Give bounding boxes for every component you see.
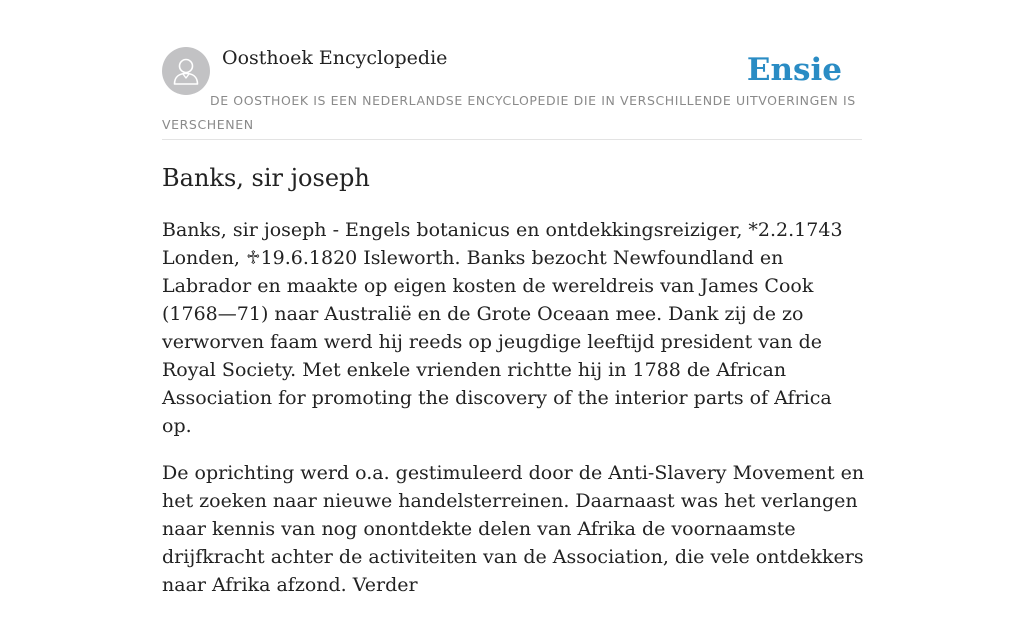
- brand-logo-link[interactable]: Ensie: [746, 52, 842, 88]
- user-avatar-icon[interactable]: [162, 47, 210, 95]
- site-name-link[interactable]: Oosthoek Encyclopedie: [222, 47, 448, 69]
- article-paragraph: De oprichting werd o.a. gestimuleerd door de Anti-Slavery Movement en het zoeken naar nieuwe handelsterreinen. Daarnaast was het verlangen naar kennis van nog onontdekte delen van Afrika de voornaamste drijfkracht achter de activiteiten van de Association, die vele ontdekkers naar Afrika afzond. Verder: [162, 462, 865, 596]
- header-divider: [162, 139, 862, 140]
- article-paragraph: Banks, sir joseph - Engels botanicus en ontdekkingsreiziger, *2.2.1743 Londen, ♱19.6.1820 Isleworth. Banks bezocht Newfoundland en Labrador en maakte op eigen kosten de wereldreis van James Cook (1768—71) naar Australië en de Grote Oceaan mee. Dank zij de zo verworven faam werd hij reeds op jeugdige leeftijd president van de Royal Society. Met enkele vrienden richtte hij in 1788 de African Association for promoting the discovery of the interior parts of Africa op.: [162, 219, 843, 437]
- site-tagline: DE OOSTHOEK IS EEN NEDERLANDSE ENCYCLOPEDIE DIE IN VERSCHILLENDE UITVOERINGEN IS VERSCHENEN: [162, 93, 856, 132]
- article-title: Banks, sir joseph: [162, 164, 370, 192]
- article-body: [162, 216, 867, 618]
